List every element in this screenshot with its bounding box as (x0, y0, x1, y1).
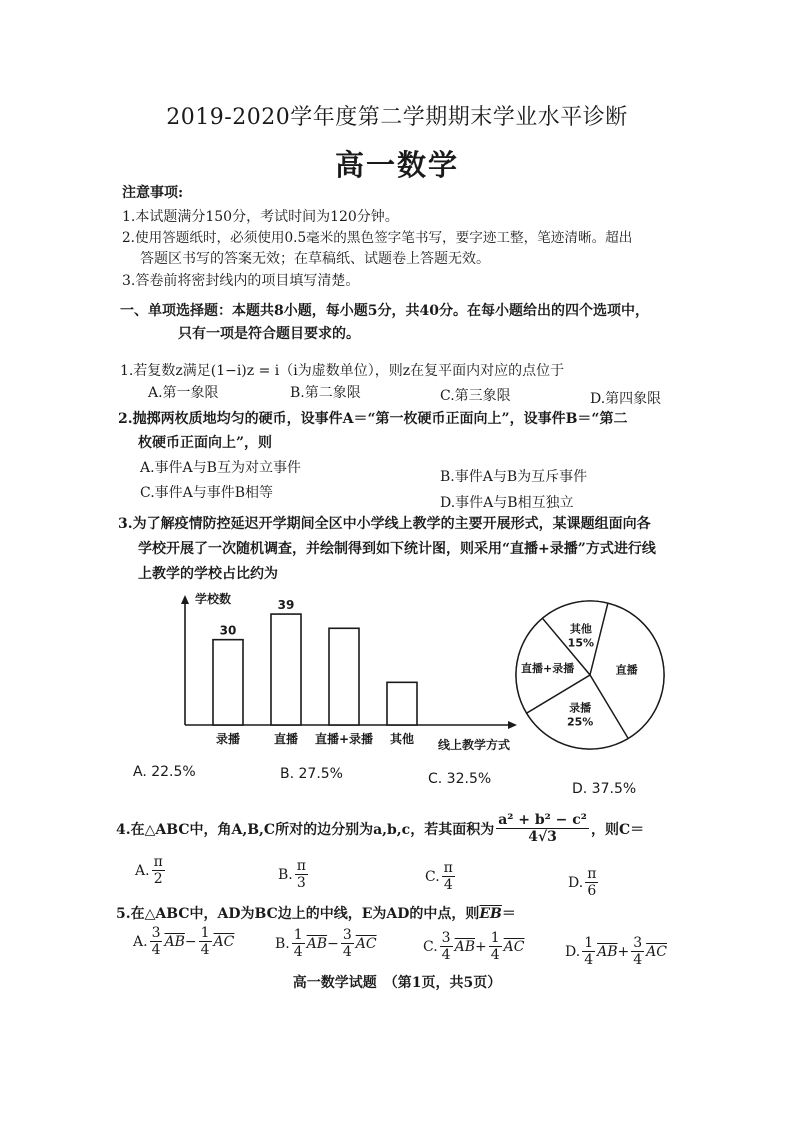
q5-a-label: A. (133, 933, 148, 950)
q4-b-den: 3 (296, 875, 306, 892)
q5-c-num1: 3 (441, 930, 451, 946)
pie-percent-3: 25% (566, 715, 594, 729)
bar-1 (213, 640, 243, 725)
q5-stem (116, 903, 516, 923)
note-2-line-2: 答题区书写的答案无效；在草稿纸、试题卷上答题无效。 (140, 251, 490, 267)
bar-2 (271, 614, 301, 725)
q5-c-operator: + (475, 938, 487, 955)
q5-option-c (423, 930, 524, 963)
pie-chart (505, 595, 675, 755)
q2-option-c: C.事件A与事件B相等 (140, 485, 274, 501)
q5-option-a (133, 925, 234, 958)
q5-d-label: D. (565, 943, 581, 960)
q4-b-num: π (296, 858, 306, 874)
x-tick-label-2: 直播 (273, 732, 299, 746)
q4-option-d (568, 866, 600, 899)
q5-option-b (275, 927, 377, 960)
q4-option-c (425, 860, 457, 893)
q1-option-d: D.第四象限 (590, 391, 662, 407)
pie-label-4: 直播+录播 (521, 661, 575, 675)
y-axis-label: 学校数 (195, 592, 232, 606)
q5-c-vector-ab: $\overline{AB}$ (454, 938, 475, 955)
q5-b-vector-ab: $\overline{AB}$ (306, 935, 328, 952)
q3-option-b: B. 27.5% (280, 766, 343, 782)
q5-a-num2: 1 (200, 925, 210, 941)
q4-b-label: B. (278, 866, 293, 883)
pie-percent-1: 15% (567, 636, 595, 650)
q5-stem-end: ＝ (501, 906, 516, 922)
exam-title: 2019-2020学年度第二学期期末学业水平诊断 (166, 105, 628, 130)
q5-d-den1: 4 (584, 952, 594, 969)
q5-a-operator: − (184, 933, 197, 950)
q5-c-vector-ac: $\overline{AC}$ (503, 938, 525, 955)
q4-d-num: π (587, 866, 597, 882)
q5-b-vector-ac: $\overline{AC}$ (355, 935, 377, 952)
y-axis-arrow (181, 595, 189, 604)
q3-option-a: A. 22.5% (133, 764, 196, 780)
bar-chart (160, 585, 530, 760)
x-tick-label-1: 录播 (215, 732, 241, 746)
q2-option-a: A.事件A与B互为对立事件 (140, 460, 301, 476)
note-1: 1.本试题满分150分，考试时间为120分钟。 (122, 209, 399, 225)
q5-vector-eb: $\overline{EB}$ (479, 906, 502, 922)
data-label-1: 30 (219, 623, 237, 638)
x-tick-label-4: 其他 (389, 732, 415, 746)
q5-stem-text: 5.在△ABC中，AD为BC边上的中线，E为AD的中点，则 (116, 906, 480, 922)
note-2-line-1: 2.使用答题纸时，必须使用0.5毫米的黑色签字笔书写，要字迹工整，笔迹清晰。超出 (122, 230, 633, 246)
q5-a-num1: 3 (151, 925, 161, 941)
bar-4 (387, 682, 417, 725)
q1-option-b: B.第二象限 (290, 385, 361, 401)
q5-b-num1: 1 (293, 927, 303, 943)
x-tick-label-3: 直播+录播 (314, 732, 374, 746)
q5-c-den1: 4 (441, 947, 451, 964)
section-1-heading-line-2: 只有一项是符合题目要求的。 (178, 326, 360, 342)
notes-heading: 注意事项: (122, 185, 184, 201)
q4-stem-text: 4.在△ABC中，角A,B,C所对的边分别为a,b,c，若其面积为 (116, 821, 495, 838)
q5-b-num2: 3 (342, 927, 352, 943)
q5-a-den1: 4 (151, 942, 161, 959)
q2-option-b: B.事件A与B为互斥事件 (440, 469, 588, 485)
q3-option-c: C. 32.5% (428, 771, 492, 787)
q4-c-label: C. (425, 868, 440, 885)
pie-label-2: 直播 (615, 663, 638, 677)
pie-label-1: 其他 (569, 622, 592, 636)
page-footer: 高一数学试题 （第1页，共5页） (292, 975, 502, 991)
q4-a-den: 2 (153, 871, 163, 888)
q2-stem-line-2: 枚硬币正面向上”，则 (138, 435, 273, 451)
q4-stem (116, 812, 644, 845)
q5-b-den1: 4 (293, 944, 303, 961)
q4-d-label: D. (568, 874, 584, 891)
q5-d-operator: + (617, 943, 630, 960)
data-label-2: 39 (277, 598, 295, 613)
q4-fraction-denominator: 4√3 (528, 829, 557, 846)
q3-option-d: D. 37.5% (572, 781, 637, 797)
q5-a-den2: 4 (200, 942, 210, 959)
q5-a-vector-ab: $\overline{AB}$ (164, 933, 185, 950)
note-3: 3.答卷前将密封线内的项目填写清楚。 (122, 273, 360, 289)
subject-title: 高一数学 (334, 148, 459, 182)
q4-option-b (278, 858, 310, 891)
q4-a-label: A. (135, 862, 150, 879)
q5-d-num1: 1 (584, 935, 594, 951)
q5-option-d (565, 935, 667, 968)
x-axis-label: 线上教学方式 (437, 738, 510, 752)
q4-option-a (135, 854, 167, 887)
q1-option-a: A.第一象限 (148, 385, 219, 401)
bar-3 (329, 628, 359, 725)
q4-fraction-numerator: a² + b² − c² (498, 812, 587, 828)
q5-c-den2: 4 (490, 947, 500, 964)
q1-option-c: C.第三象限 (440, 388, 511, 404)
q5-c-label: C. (423, 938, 438, 955)
q4-stem-end: ，则C＝ (590, 821, 645, 838)
q5-b-operator: − (327, 935, 339, 952)
q4-c-num: π (443, 860, 453, 876)
q3-stem-line-3: 上教学的学校占比约为 (138, 566, 278, 582)
q4-c-den: 4 (443, 877, 453, 894)
section-1-heading: 一、单项选择题：本题共8小题，每小题5分，共40分。在每小题给出的四个选项中， (120, 303, 649, 319)
q5-b-den2: 4 (342, 944, 352, 961)
q3-stem-line-1: 3.为了解疫情防控延迟开学期间全区中小学线上教学的主要开展形式，某课题组面向各 (118, 516, 651, 532)
q5-d-vector-ab: $\overline{AB}$ (597, 943, 618, 960)
q5-d-den2: 4 (633, 952, 643, 969)
q5-d-vector-ac: $\overline{AC}$ (646, 943, 667, 960)
q2-option-d: D.事件A与B相互独立 (440, 495, 574, 511)
q5-d-num2: 3 (633, 935, 643, 951)
q5-c-num2: 1 (490, 930, 500, 946)
q3-stem-line-2: 学校开展了一次随机调查，并绘制得到如下统计图，则采用“直播+录播”方式进行线 (138, 541, 656, 557)
q1-stem: 1.若复数z满足(1−i)z = i（i为虚数单位），则z在复平面内对应的点位于 (120, 363, 565, 379)
q2-stem-line-1: 2.抛掷两枚质地均匀的硬币，设事件A＝“第一枚硬币正面向上”，设事件B＝“第二 (118, 411, 628, 427)
q4-d-den: 6 (587, 883, 597, 900)
q5-b-label: B. (275, 935, 290, 952)
q5-a-vector-ac: $\overline{AC}$ (213, 933, 235, 950)
q4-area-fraction (496, 812, 589, 845)
q4-a-num: π (153, 854, 163, 870)
pie-label-3: 录播 (569, 701, 592, 715)
